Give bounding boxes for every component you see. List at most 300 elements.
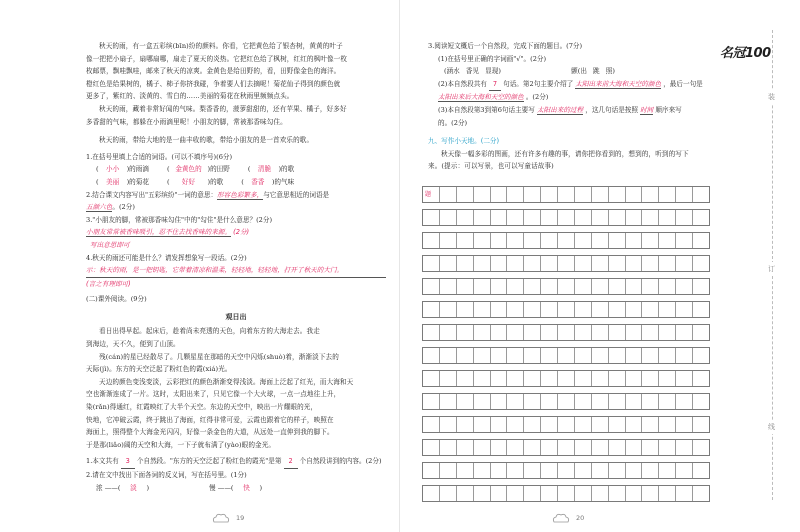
grid-cell[interactable] [491, 440, 508, 455]
grid-cell[interactable] [693, 417, 709, 432]
grid-cell[interactable] [423, 417, 440, 432]
grid-cell[interactable] [524, 302, 541, 317]
grid-cell[interactable] [642, 279, 659, 294]
grid-cell[interactable] [575, 302, 592, 317]
grid-cell[interactable] [642, 233, 659, 248]
cloud-decoration-icon [210, 512, 232, 526]
answer-text: 快 [243, 483, 250, 492]
grid-cell[interactable] [440, 348, 457, 363]
fill-item[interactable]: ( 美丽 )的菊花 [96, 176, 149, 189]
grid-cell[interactable] [474, 256, 491, 271]
grid-cell[interactable] [423, 187, 440, 202]
grid-cell[interactable] [457, 233, 474, 248]
grid-cell[interactable] [626, 302, 643, 317]
grid-cell[interactable] [676, 187, 693, 202]
grid-cell[interactable] [524, 394, 541, 409]
question-r3: 3.阅读短文概后一个自然段，完成下面的题目。(7分) [428, 42, 583, 50]
grid-cell[interactable] [507, 394, 524, 409]
grid-cell[interactable] [626, 371, 643, 386]
option-item[interactable]: 跳 [593, 67, 600, 76]
answer-text: 香香 [251, 177, 265, 186]
grid-cell[interactable] [659, 187, 676, 202]
grid-cell[interactable] [474, 325, 491, 340]
grid-cell[interactable] [541, 371, 558, 386]
grid-cell[interactable] [693, 394, 709, 409]
grid-cell[interactable] [507, 463, 524, 478]
answer-text[interactable]: 太阳出来后大海和天空的颜色 [438, 93, 524, 102]
question-4: 4.秋天的雨还可能是什么？请发挥想象写一段话。(2分) 示：秋天的雨，是一把钥匙，它带着清凉和温柔，轻轻地，轻轻地，打开了秋天的大门。 (言之有理即可) [86, 252, 386, 291]
grid-cell[interactable] [457, 463, 474, 478]
grid-cell[interactable] [524, 440, 541, 455]
grid-cell[interactable] [609, 279, 626, 294]
grid-cell[interactable] [491, 233, 508, 248]
grid-cell[interactable] [507, 187, 524, 202]
grid-cell[interactable] [541, 233, 558, 248]
grid-cell[interactable] [592, 279, 609, 294]
option-item[interactable]: 照) [605, 67, 615, 76]
grid-cell[interactable] [659, 279, 676, 294]
grid-cell[interactable] [592, 440, 609, 455]
grid-cell[interactable] [659, 210, 676, 225]
grid-cell[interactable] [440, 325, 457, 340]
grid-cell[interactable] [676, 486, 693, 501]
brand-logo [720, 38, 786, 66]
grid-cell[interactable] [626, 440, 643, 455]
grid-cell[interactable] [541, 440, 558, 455]
grid-cell[interactable] [474, 279, 491, 294]
grid-cell[interactable] [626, 233, 643, 248]
grid-cell[interactable] [524, 233, 541, 248]
grid-cell[interactable] [558, 187, 575, 202]
grid-cell[interactable] [558, 279, 575, 294]
grid-cell[interactable] [457, 210, 474, 225]
article-para3: 天边的颜色变浅变淡，云彩把红的颜色渐渐变得浅淡。海面上泛起了红光，而大海和天 空也渐渐连成了一片。这时，太阳出来了，只见它像一个大火球，一点一点地往上升， 染(rǎn)得通红，红霞映红了大半个天空。东边的天空中，映出一片耀眼的光， 快地，它冲破云霞，终于跳出了海面，红得非常可爱，云霞也跟着它的样子，映照在 海面上，照得整个大海金光闪闪，好像一条金色的大道，从远处一直伸到我的脚下。 于是那(liǎo)阔的天空和大海，一下子就布满了(yào)眼的金光。 [86, 377, 354, 449]
grid-cell[interactable] [491, 210, 508, 225]
grid-cell[interactable] [541, 486, 558, 501]
grid-cell[interactable] [457, 371, 474, 386]
grid-cell[interactable] [524, 371, 541, 386]
grid-cell[interactable] [541, 187, 558, 202]
grid-cell[interactable] [693, 486, 709, 501]
grid-cell[interactable] [541, 463, 558, 478]
grid-cell[interactable] [507, 256, 524, 271]
grid-cell[interactable] [541, 348, 558, 363]
grid-cell[interactable] [524, 486, 541, 501]
grid-row[interactable] [422, 439, 710, 456]
grid-cell[interactable] [457, 486, 474, 501]
grid-cell[interactable] [491, 256, 508, 271]
grid-cell[interactable] [423, 394, 440, 409]
grid-cell[interactable] [440, 210, 457, 225]
grid-cell[interactable] [440, 486, 457, 501]
antonym-item[interactable]: 慢 ——( 快 ) [209, 482, 262, 495]
passage2-line: 多香甜的气味，都躲在小雨滴里呢！小朋友的脚，常被那香味勾住。 [86, 117, 287, 126]
grid-cell[interactable] [524, 463, 541, 478]
grid-cell[interactable] [575, 348, 592, 363]
question-3: 3."小朋友的脚，常被那香味勾住"中的"勾住"是什么意思？(2分) 小朋友常常被香味吸引，忍不住去找香味的来源。 (2分) 写出意思即可 [86, 214, 386, 252]
grid-cell[interactable] [693, 371, 709, 386]
grid-cell[interactable] [474, 463, 491, 478]
grid-cell[interactable] [642, 440, 659, 455]
grid-cell[interactable] [558, 325, 575, 340]
grid-cell[interactable] [609, 486, 626, 501]
grid-cell[interactable] [474, 233, 491, 248]
grid-cell[interactable] [558, 371, 575, 386]
question-r3-sub3: (3)本自然段第3到第6句话主要写 太阳出来的过程 ，这几句话是按照 时间 顺序来写 的。(2分) [438, 105, 682, 127]
grid-cell[interactable] [626, 417, 643, 432]
grid-cell[interactable] [524, 325, 541, 340]
grid-cell[interactable] [609, 371, 626, 386]
grid-cell[interactable] [541, 417, 558, 432]
grid-cell[interactable] [659, 417, 676, 432]
grid-cell[interactable] [642, 325, 659, 340]
grid-cell[interactable] [609, 463, 626, 478]
grid-cell[interactable] [524, 210, 541, 225]
grid-cell[interactable] [626, 256, 643, 271]
grid-cell[interactable] [575, 279, 592, 294]
answer-text[interactable]: 时间 [640, 105, 654, 114]
grid-cell[interactable] [507, 302, 524, 317]
grid-cell[interactable] [626, 463, 643, 478]
grid-cell[interactable] [491, 417, 508, 432]
grid-cell[interactable] [642, 302, 659, 317]
grid-cell[interactable] [609, 302, 626, 317]
grid-cell[interactable] [609, 417, 626, 432]
grid-cell[interactable] [626, 348, 643, 363]
grid-cell[interactable] [423, 348, 440, 363]
grid-cell[interactable] [541, 394, 558, 409]
grid-cell[interactable] [457, 187, 474, 202]
grid-cell[interactable] [626, 394, 643, 409]
grid-cell[interactable] [474, 210, 491, 225]
grid-cell[interactable] [609, 348, 626, 363]
grid-cell[interactable] [440, 440, 457, 455]
grid-cell[interactable] [626, 486, 643, 501]
grid-cell[interactable] [524, 348, 541, 363]
grid-cell[interactable] [507, 279, 524, 294]
grid-cell[interactable] [558, 417, 575, 432]
grid-row[interactable] [422, 393, 710, 410]
grid-row[interactable] [422, 186, 710, 203]
option-item[interactable]: 显现) [485, 67, 501, 76]
grid-cell[interactable] [592, 348, 609, 363]
grid-cell[interactable] [592, 417, 609, 432]
answer-text[interactable]: 3 [121, 455, 135, 469]
grid-cell[interactable] [693, 302, 709, 317]
grid-cell[interactable] [642, 486, 659, 501]
grid-cell[interactable] [693, 325, 709, 340]
grid-cell[interactable] [592, 302, 609, 317]
grid-cell[interactable] [474, 394, 491, 409]
title-mark: 题 [425, 191, 432, 198]
grid-cell[interactable] [423, 463, 440, 478]
grid-cell[interactable] [575, 486, 592, 501]
grid-cell[interactable] [491, 486, 508, 501]
answer-text[interactable]: 太阳出来的过程 [536, 105, 584, 114]
answer-text[interactable]: 小朋友常常被香味吸引，忍不住去找香味的来源。 [86, 228, 232, 237]
grid-cell[interactable] [693, 210, 709, 225]
grid-row[interactable] [422, 347, 710, 364]
section-extra-reading: (二)课外阅读。(9分) [86, 295, 147, 304]
grid-cell[interactable] [423, 210, 440, 225]
grid-cell[interactable] [474, 440, 491, 455]
grid-row[interactable] [422, 301, 710, 318]
passage2-line: 秋天的雨，藏着非常好闻的气味。梨香香的，菠萝甜甜的，还有苹果、橘子，好多好 [99, 104, 347, 113]
grid-cell[interactable] [659, 233, 676, 248]
grid-cell[interactable] [440, 417, 457, 432]
grid-cell[interactable] [440, 279, 457, 294]
grid-cell[interactable] [575, 371, 592, 386]
grid-cell[interactable] [423, 279, 440, 294]
grid-cell[interactable] [575, 463, 592, 478]
fill-item[interactable]: ( 金黄色的 )的田野 [167, 163, 230, 176]
grid-cell[interactable] [507, 233, 524, 248]
writing-grid[interactable] [422, 186, 710, 508]
grid-cell[interactable] [507, 210, 524, 225]
grid-cell[interactable] [659, 325, 676, 340]
grid-cell[interactable] [609, 256, 626, 271]
grid-cell[interactable] [558, 348, 575, 363]
grid-cell[interactable] [676, 302, 693, 317]
grid-row[interactable] [422, 232, 710, 249]
answer-text[interactable]: 示：秋天的雨，是一把钥匙，它带着清凉和温柔，轻轻地，轻轻地，打开了秋天的大门。 [86, 264, 386, 278]
grid-row[interactable] [422, 485, 710, 502]
grid-cell[interactable] [541, 325, 558, 340]
grid-cell[interactable] [575, 440, 592, 455]
grid-cell[interactable] [626, 325, 643, 340]
grid-cell[interactable] [609, 187, 626, 202]
grid-cell[interactable] [558, 394, 575, 409]
grid-cell[interactable] [423, 302, 440, 317]
grid-cell[interactable] [507, 417, 524, 432]
grid-cell[interactable] [423, 486, 440, 501]
grid-cell[interactable] [457, 302, 474, 317]
grid-cell[interactable] [642, 417, 659, 432]
answer-text: 淡 [130, 483, 137, 492]
antonym-item[interactable]: 浓 ——( 淡 ) [96, 482, 149, 495]
grid-cell[interactable] [642, 394, 659, 409]
grid-cell[interactable] [693, 256, 709, 271]
grid-cell[interactable] [642, 210, 659, 225]
grid-cell[interactable] [592, 233, 609, 248]
page-number: 19 [236, 514, 245, 522]
grid-cell[interactable] [558, 302, 575, 317]
grid-cell[interactable] [693, 233, 709, 248]
grid-cell[interactable] [474, 187, 491, 202]
grid-cell[interactable] [541, 210, 558, 225]
grid-cell[interactable] [592, 394, 609, 409]
grid-cell[interactable] [575, 210, 592, 225]
grid-cell[interactable] [693, 440, 709, 455]
grid-cell[interactable] [592, 210, 609, 225]
binding-char: 装 [768, 90, 775, 104]
grid-cell[interactable] [693, 279, 709, 294]
grid-cell[interactable] [474, 371, 491, 386]
passage1-line: 像一把把小扇子，扇哪扇哪，扇走了夏天的炎热。它把红色给了枫树，红红的枫叶像一枚 [86, 54, 348, 63]
grid-cell[interactable] [575, 187, 592, 202]
grid-cell[interactable] [642, 187, 659, 202]
grid-cell[interactable] [642, 348, 659, 363]
grid-cell[interactable] [507, 325, 524, 340]
grid-cell[interactable] [474, 417, 491, 432]
grid-cell[interactable] [592, 325, 609, 340]
grid-row[interactable] [422, 324, 710, 341]
grid-cell[interactable] [592, 371, 609, 386]
grid-cell[interactable] [558, 256, 575, 271]
grid-cell[interactable] [676, 440, 693, 455]
grid-cell[interactable] [457, 279, 474, 294]
grid-cell[interactable] [558, 210, 575, 225]
grid-cell[interactable] [423, 233, 440, 248]
grid-cell[interactable] [541, 302, 558, 317]
grid-cell[interactable] [423, 325, 440, 340]
grid-cell[interactable] [575, 233, 592, 248]
grid-cell[interactable] [676, 371, 693, 386]
answer-text[interactable]: 太阳出来前大海和天空的颜色 [575, 79, 662, 88]
grid-cell[interactable] [609, 233, 626, 248]
grid-cell[interactable] [575, 256, 592, 271]
grid-cell[interactable] [659, 463, 676, 478]
grid-cell[interactable] [558, 463, 575, 478]
grid-cell[interactable] [592, 486, 609, 501]
grid-cell[interactable] [524, 279, 541, 294]
grid-cell[interactable] [524, 187, 541, 202]
grid-cell[interactable] [440, 463, 457, 478]
grid-cell[interactable] [659, 256, 676, 271]
grid-cell[interactable] [626, 210, 643, 225]
grid-cell[interactable] [507, 440, 524, 455]
grid-cell[interactable] [440, 256, 457, 271]
grid-cell[interactable] [626, 187, 643, 202]
grid-cell[interactable] [575, 394, 592, 409]
fill-item[interactable]: ( 小小 )的雨滴 [96, 163, 149, 176]
grid-cell[interactable] [558, 233, 575, 248]
fill-item[interactable]: ( 香香 )的气味 [241, 176, 294, 189]
grid-cell[interactable] [507, 486, 524, 501]
grid-cell[interactable] [457, 417, 474, 432]
grid-cell[interactable] [423, 256, 440, 271]
grid-cell[interactable] [474, 302, 491, 317]
grid-cell[interactable] [457, 348, 474, 363]
grid-cell[interactable] [491, 463, 508, 478]
binding-char: 线 [768, 420, 775, 434]
grid-cell[interactable] [642, 463, 659, 478]
grid-cell[interactable] [592, 256, 609, 271]
question-1-row2 [86, 176, 386, 189]
grid-cell[interactable] [609, 325, 626, 340]
option-item[interactable]: (涵水 [444, 67, 460, 76]
grid-cell[interactable] [474, 486, 491, 501]
question-1 [86, 151, 386, 189]
grid-cell[interactable] [440, 302, 457, 317]
grid-cell[interactable] [642, 256, 659, 271]
grid-cell[interactable] [423, 371, 440, 386]
grid-cell[interactable] [609, 394, 626, 409]
fill-item[interactable]: ( 好好 )的歌 [167, 176, 223, 189]
grid-cell[interactable] [659, 394, 676, 409]
grid-cell[interactable] [457, 256, 474, 271]
grid-cell[interactable] [457, 440, 474, 455]
grid-cell[interactable] [440, 187, 457, 202]
grid-cell[interactable] [491, 394, 508, 409]
grid-cell[interactable] [491, 371, 508, 386]
grid-row[interactable] [422, 278, 710, 295]
grid-cell[interactable] [575, 417, 592, 432]
grid-cell[interactable] [507, 348, 524, 363]
option-item[interactable]: 香见 [465, 67, 480, 76]
grid-cell[interactable] [575, 325, 592, 340]
grid-cell[interactable] [659, 486, 676, 501]
answer-text[interactable]: 形容色彩繁多， [217, 190, 264, 199]
grid-cell[interactable] [676, 463, 693, 478]
answer-note: 写出意思即可 [90, 240, 130, 249]
option-item[interactable]: 颤(出 [571, 67, 587, 76]
grid-cell[interactable] [440, 394, 457, 409]
grid-cell[interactable] [524, 256, 541, 271]
grid-cell[interactable] [423, 440, 440, 455]
grid-cell[interactable] [440, 233, 457, 248]
grid-cell[interactable] [541, 256, 558, 271]
grid-cell[interactable] [676, 394, 693, 409]
grid-cell[interactable] [676, 233, 693, 248]
grid-cell[interactable] [592, 187, 609, 202]
grid-row[interactable] [422, 416, 710, 433]
grid-cell[interactable] [659, 348, 676, 363]
grid-cell[interactable] [558, 440, 575, 455]
grid-cell[interactable] [676, 325, 693, 340]
grid-cell[interactable] [541, 279, 558, 294]
grid-cell[interactable] [659, 440, 676, 455]
grid-cell[interactable] [626, 279, 643, 294]
grid-cell[interactable] [440, 371, 457, 386]
grid-row[interactable] [422, 255, 710, 272]
grid-cell[interactable] [693, 187, 709, 202]
grid-cell[interactable] [457, 394, 474, 409]
grid-cell[interactable] [592, 463, 609, 478]
article-para2: 残(cán)的星已经散尽了。几颗星星在那暗的天空中闪烁(shuò)着，渐渐淡下去的 天际(jì)。东方的天空泛起了粉红色的霞(xiá)光。 [86, 352, 339, 374]
fill-item[interactable]: ( 清脆 )的歌 [248, 163, 294, 176]
grid-cell[interactable] [457, 325, 474, 340]
grid-cell[interactable] [491, 302, 508, 317]
grid-cell[interactable] [676, 210, 693, 225]
grid-cell[interactable] [609, 440, 626, 455]
answer-text[interactable]: 7 [489, 78, 501, 92]
answer-text[interactable]: 2 [284, 455, 298, 469]
grid-cell[interactable] [491, 279, 508, 294]
grid-cell[interactable] [676, 256, 693, 271]
grid-row[interactable] [422, 370, 710, 387]
grid-cell[interactable] [659, 371, 676, 386]
grid-cell[interactable] [507, 371, 524, 386]
grid-cell[interactable] [642, 371, 659, 386]
answer-text[interactable]: 五颜六色 [86, 203, 113, 212]
grid-cell[interactable] [676, 348, 693, 363]
grid-cell[interactable] [659, 302, 676, 317]
grid-cell[interactable] [693, 463, 709, 478]
grid-cell[interactable] [491, 325, 508, 340]
grid-cell[interactable] [524, 417, 541, 432]
grid-cell[interactable] [609, 210, 626, 225]
grid-cell[interactable] [558, 486, 575, 501]
grid-cell[interactable] [474, 348, 491, 363]
grid-cell[interactable] [676, 279, 693, 294]
grid-cell[interactable] [491, 348, 508, 363]
grid-cell[interactable] [693, 348, 709, 363]
grid-cell[interactable] [491, 187, 508, 202]
grid-row[interactable] [422, 209, 710, 226]
grid-row[interactable] [422, 462, 710, 479]
grid-cell[interactable] [676, 417, 693, 432]
